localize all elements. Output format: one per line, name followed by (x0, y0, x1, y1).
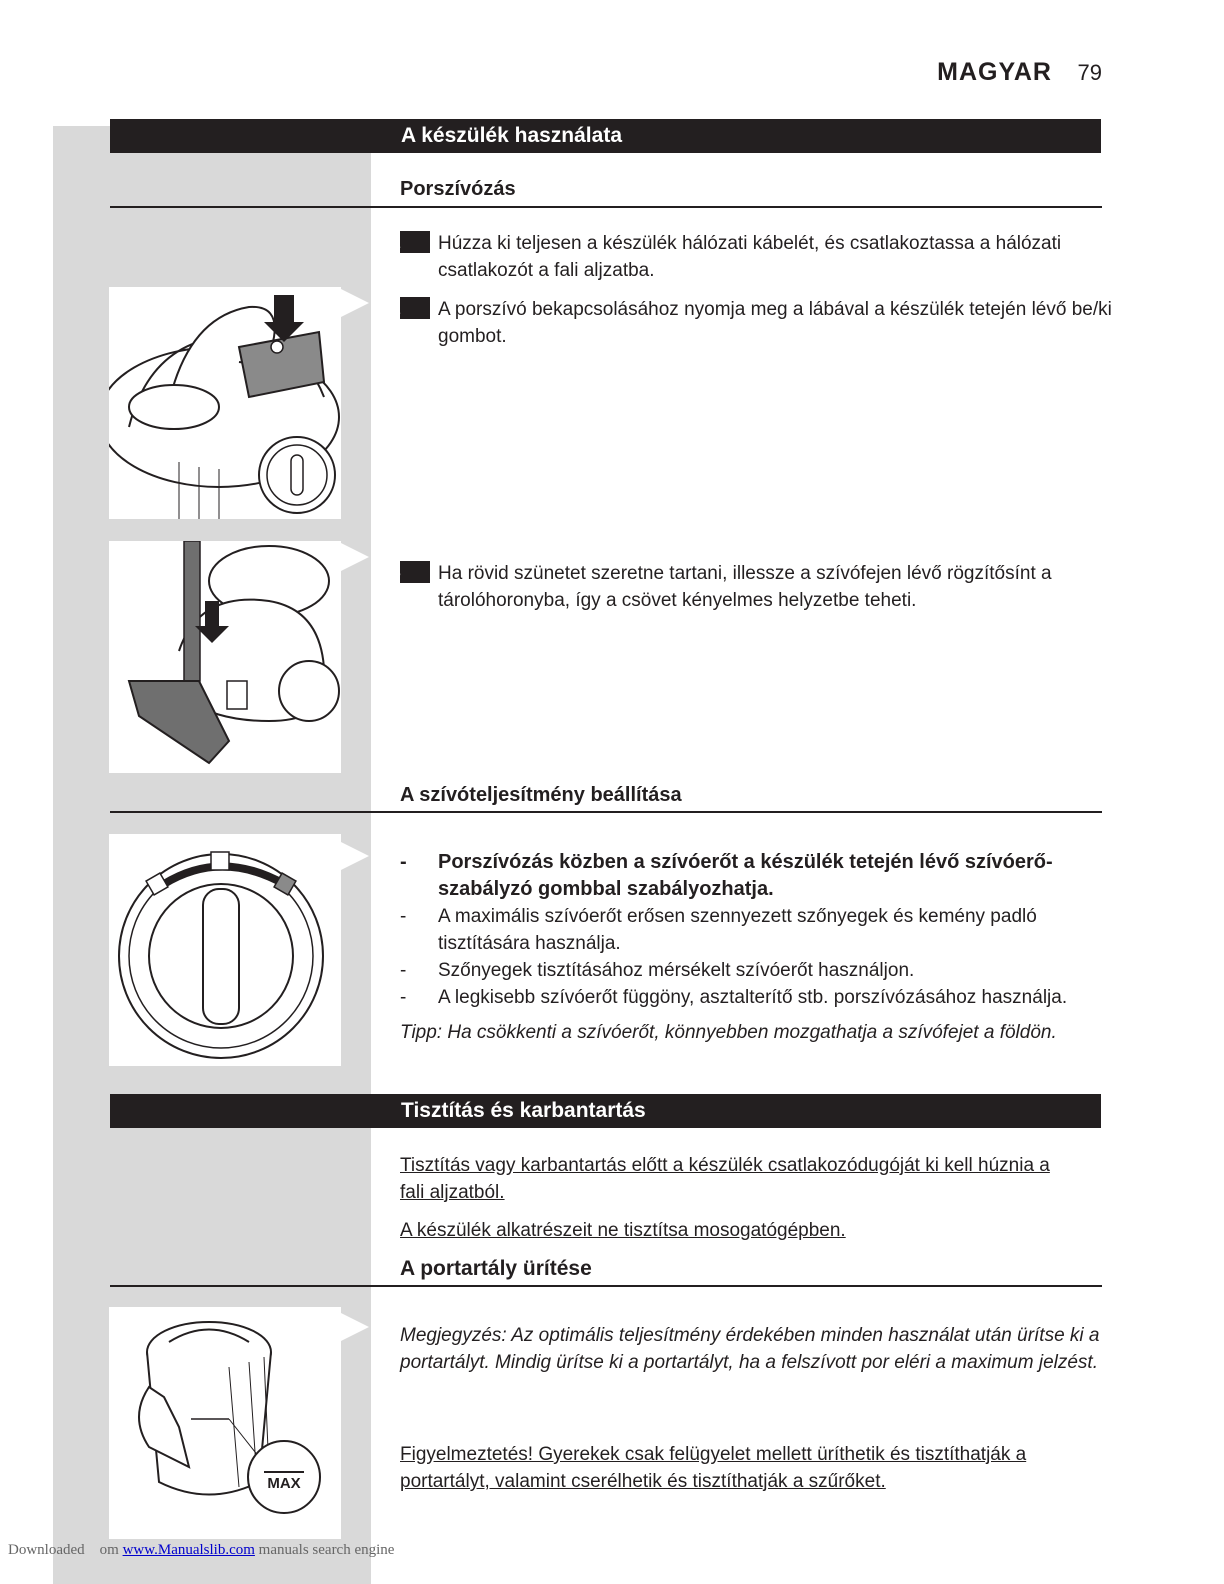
note-text: Megjegyzés: Az optimális teljesítmény érdekében minden használat után ürítse ki a portartályt. Mindig ürítse ki a portartályt, ha a felszívott por eléri a maximum jelzést. (400, 1325, 1100, 1373)
step-number: 3 (400, 561, 430, 583)
illustration-power-button (109, 287, 341, 519)
list-item: - A maximális szívóerőt erősen szennyezett szőnyegek és kemény padló tisztítására használja. (400, 906, 1037, 954)
dust-container-illustration (109, 1307, 341, 1539)
list-item: - A legkisebb szívóerőt függöny, asztalterítő stb. porszívózásához használja. (400, 987, 1068, 1008)
illustration-dust-container (109, 1307, 341, 1539)
language-label: MAGYAR (937, 58, 1052, 86)
list-item: - Porszívózás közben a szívóerőt a készülék tetején lévő szívóerő-szabályzó gombbal szabályozhatja. (400, 851, 1053, 900)
step-1 (390, 230, 1143, 284)
footer-prefix: Downloaded (8, 1542, 85, 1558)
step-text: Ha rövid szünetet szeretne tartani, illessze a szívófejen lévő rögzítősínt a tárolóhoronyba, így a csövet kényelmes helyzetbe teheti. (438, 563, 1052, 611)
step-2 (390, 296, 1143, 350)
cleaning-warning-unplug: Tisztítás vagy karbantartás előtt a készülék csatlakozódugóját ki kell húznia a fali aljzatból. (400, 1155, 1050, 1203)
pointer-triangle (341, 842, 369, 870)
max-label: MAX (267, 1475, 301, 1492)
warning-text: Figyelmeztetés! Gyerekek csak felügyelet mellett üríthetik és tisztíthatják a portartályt, valamint cserélhetik és tisztíthatják a szűrőket. (400, 1444, 1027, 1492)
cleaning-warning-dishwasher: A készülék alkatrészeit ne tisztítsa mosogatógépben. (400, 1220, 846, 1241)
section-title-usage: A készülék használata (401, 124, 622, 147)
rule (110, 811, 1102, 813)
step-3 (390, 560, 1143, 614)
footer-mid: om (99, 1542, 119, 1558)
page-number: 79 (1077, 60, 1102, 85)
step-number: 2 (400, 297, 430, 319)
pointer-triangle (341, 543, 369, 571)
subheading-suction: A szívóteljesítmény beállítása (400, 784, 682, 806)
pointer-triangle (341, 289, 369, 317)
footer-suffix: manuals search engine (258, 1542, 395, 1558)
tip-text: Tipp: Ha csökkenti a szívóerőt, könnyebben mozgathatja a szívófejet a földön. (400, 1022, 1057, 1043)
vacuum-top-illustration (109, 287, 341, 519)
list-item: - Szőnyegek tisztításához mérsékelt szívóerőt használjon. (400, 960, 915, 981)
illustration-suction-dial (109, 834, 341, 1066)
rule (110, 1285, 1102, 1287)
step-number: 1 (400, 231, 430, 253)
rule (110, 206, 1102, 208)
section-bar-usage (110, 119, 1101, 153)
dial-illustration (109, 834, 341, 1066)
step-text: A porszívó bekapcsolásához nyomja meg a lábával a készülék tetején lévő be/ki gombot. (438, 299, 1112, 347)
subheading-vacuuming: Porszívózás (400, 178, 516, 200)
suction-bullet-list (400, 849, 1120, 1011)
illustration-parking (109, 541, 341, 773)
subheading-dust-container: A portartály ürítése (400, 1257, 592, 1280)
section-bar-cleaning (110, 1094, 1101, 1128)
vacuum-parking-illustration (109, 541, 341, 773)
footer (8, 1542, 394, 1559)
step-text: Húzza ki teljesen a készülék hálózati kábelét, és csatlakoztassa a hálózati csatlakozót a fali aljzatba. (438, 233, 1062, 281)
section-title-cleaning: Tisztítás és karbantartás (401, 1099, 646, 1122)
pointer-triangle (341, 1313, 369, 1341)
footer-link[interactable]: www.Manualslib.com (122, 1542, 255, 1558)
